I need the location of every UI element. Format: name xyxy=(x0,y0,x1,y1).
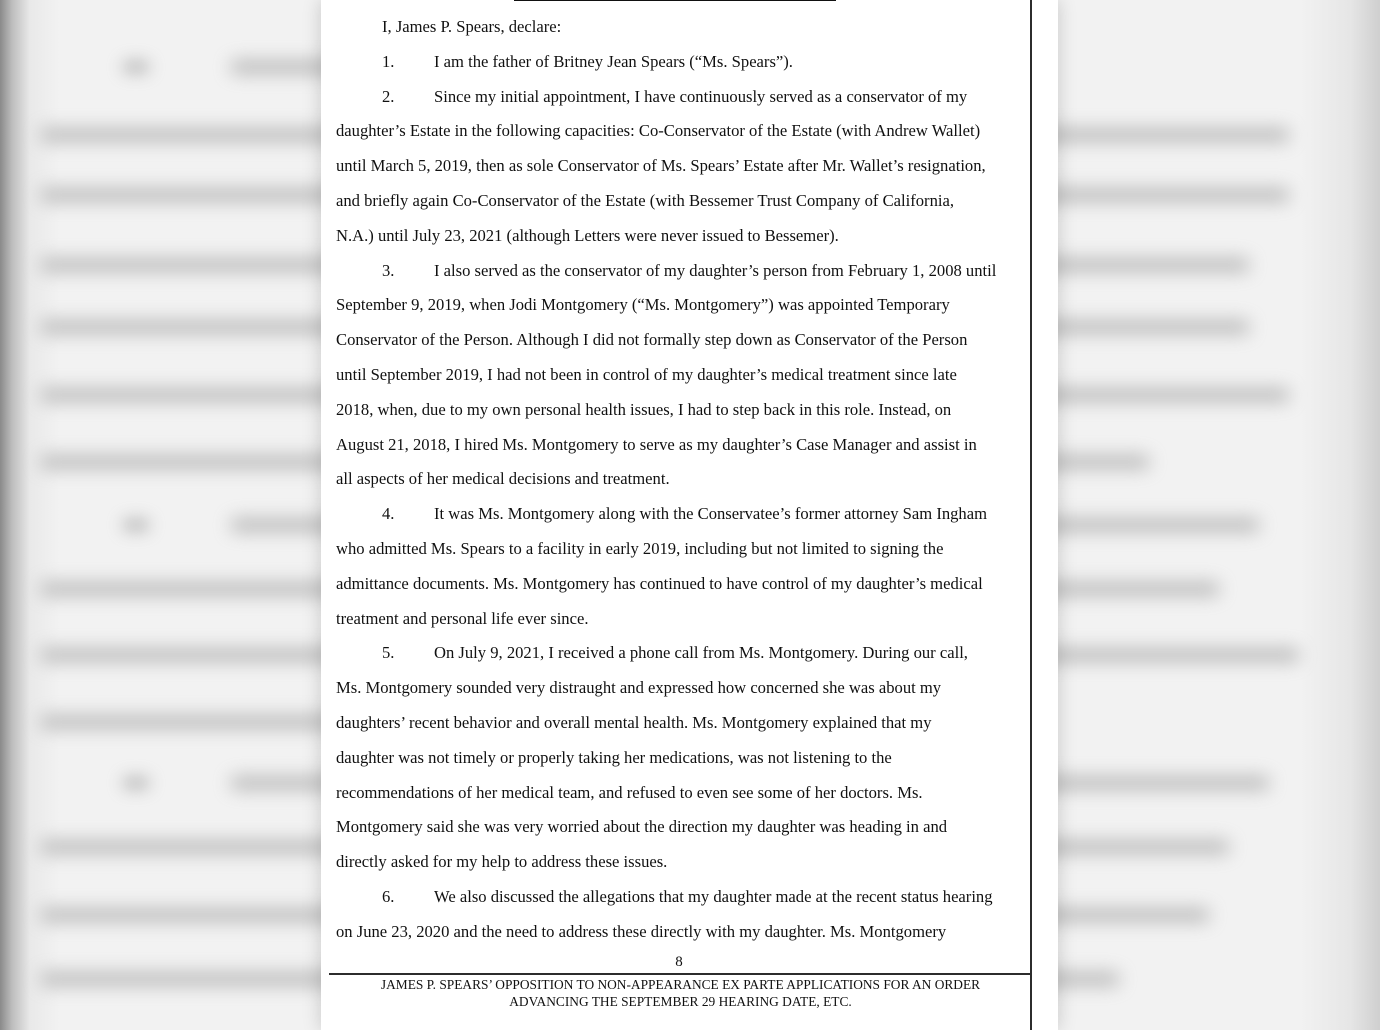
footer-line: JAMES P. SPEARS’ OPPOSITION TO NON-APPEARANCE EX PARTE APPLICATIONS FOR AN ORDER xyxy=(380,977,981,992)
paragraph-line: admittance documents. Ms. Montgomery has continued to have control of my daughter’s medical xyxy=(336,573,983,593)
declaration-intro xyxy=(336,10,1028,45)
paragraph-line: treatment and personal life ever since. xyxy=(336,608,589,628)
paragraph-line: daughter was not timely or properly taking her medications, was not listening to the xyxy=(336,747,892,767)
paragraph-3 xyxy=(336,254,1028,498)
blurred-number xyxy=(122,776,150,790)
blurred-number xyxy=(122,60,150,74)
paragraph-text: I also served as the conservator of my daughter’s person from February 1, 2008 until xyxy=(434,260,997,280)
paragraph-line: daughter’s Estate in the following capacities: Co-Conservator of the Estate (with Andrew Wallet) xyxy=(336,121,981,141)
paragraph-line: August 21, 2018, I hired Ms. Montgomery to serve as my daughter’s Case Manager and assist in xyxy=(336,434,977,454)
paragraph-line: September 9, 2019, when Jodi Montgomery (“Ms. Montgomery”) was appointed Temporary xyxy=(336,295,950,315)
paragraph-line xyxy=(336,636,1028,671)
paragraph-line: 2018, when, due to my own personal health issues, I had to step back in this role. Instead, on xyxy=(336,399,952,419)
top-rule xyxy=(514,0,836,1)
paragraph-text: We also discussed the allegations that my daughter made at the recent status hearing xyxy=(434,886,993,906)
paragraph-line xyxy=(336,80,1028,115)
paragraph-5 xyxy=(336,636,1028,880)
paragraph-2 xyxy=(336,80,1028,254)
paragraph-line: directly asked for my help to address these issues. xyxy=(336,852,668,872)
paragraph-number: 1. xyxy=(382,51,395,71)
paragraph-line: all aspects of her medical decisions and treatment. xyxy=(336,469,670,489)
paragraph-line xyxy=(336,880,1028,915)
paragraph-number: 3. xyxy=(382,260,395,280)
paragraph-line: Conservator of the Person. Although I did not formally step down as Conservator of the Person xyxy=(336,330,968,350)
paragraph-text: I am the father of Britney Jean Spears (“Ms. Spears”). xyxy=(434,51,793,71)
paragraph-text: It was Ms. Montgomery along with the Conservatee’s former attorney Sam Ingham xyxy=(434,504,988,524)
paragraph-line: Ms. Montgomery sounded very distraught and expressed how concerned she was about my xyxy=(336,678,942,698)
paragraph-line: and briefly again Co-Conservator of the Estate (with Bessemer Trust Company of California, xyxy=(336,190,954,210)
document-page xyxy=(321,0,1058,1030)
paragraph-line: who admitted Ms. Spears to a facility in early 2019, including but not limited to signing the xyxy=(336,538,944,558)
intro-line: I, James P. Spears, declare: xyxy=(382,17,562,36)
paragraph-text: On July 9, 2021, I received a phone call from Ms. Montgomery. During our call, xyxy=(434,643,968,663)
page-number: 8 xyxy=(675,954,683,970)
paragraph-4 xyxy=(336,497,1028,636)
footer-caption xyxy=(329,976,1032,1010)
paragraph-number: 4. xyxy=(382,504,395,524)
right-margin-rule xyxy=(1030,0,1032,1030)
paragraph-line xyxy=(336,254,1028,289)
paragraph-text: Since my initial appointment, I have continuously served as a conservator of my xyxy=(434,86,968,106)
paragraph-6 xyxy=(336,880,1028,950)
paragraph-number: 2. xyxy=(382,86,395,106)
paragraph-number: 5. xyxy=(382,643,395,663)
numbered-paragraphs xyxy=(336,45,1028,950)
paragraph-line: Montgomery said she was very worried about the direction my daughter was heading in and xyxy=(336,817,948,837)
paragraph-line xyxy=(336,497,1028,532)
footer-rule xyxy=(329,973,1032,975)
paragraph-line: on June 23, 2020 and the need to address these directly with my daughter. Ms. Montgomery xyxy=(336,921,947,941)
paragraph-line: until September 2019, I had not been in control of my daughter’s medical treatment since late xyxy=(336,364,957,384)
blurred-number xyxy=(122,518,150,532)
paragraph-line: N.A.) until July 23, 2021 (although Letters were never issued to Bessemer). xyxy=(336,225,839,245)
paragraph-line: daughters’ recent behavior and overall mental health. Ms. Montgomery explained that my xyxy=(336,712,932,732)
paragraph-number: 6. xyxy=(382,886,395,906)
paragraph-line: recommendations of her medical team, and refused to even see some of her doctors. Ms. xyxy=(336,782,923,802)
document-body xyxy=(336,10,1028,950)
paragraph-line: until March 5, 2019, then as sole Conservator of Ms. Spears’ Estate after Mr. Wallet’s resignation, xyxy=(336,156,986,176)
paragraph-line xyxy=(336,45,1028,80)
footer-line: ADVANCING THE SEPTEMBER 29 HEARING DATE, ETC. xyxy=(509,994,852,1009)
paragraph-1 xyxy=(336,45,1028,80)
